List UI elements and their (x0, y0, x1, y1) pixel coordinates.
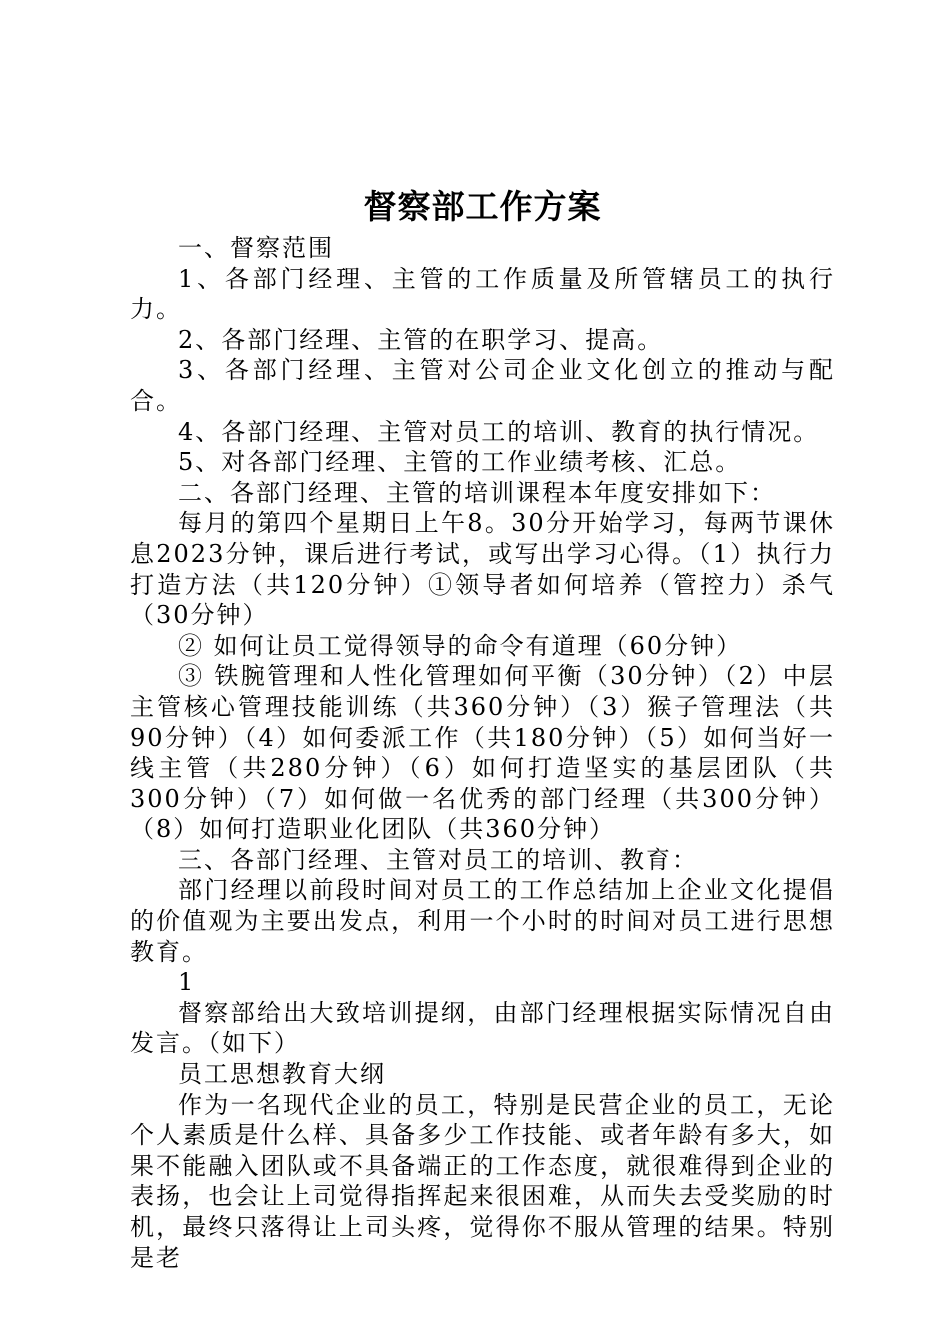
scope-item-1: 1、各部门经理、主管的工作质量及所管辖员工的执行力。 (130, 264, 835, 324)
section-heading-scope: 一、督察范围 (178, 234, 334, 262)
training-schedule-paragraph: 每月的第四个星期日上午8。30分开始学习，每两节课休息2023分钟，课后进行考试，或写出学习心得。（1）执行力打造方法（共120分钟）①领导者如何培养（管控力）杀气（30分钟） (130, 509, 835, 630)
outline-heading: 员工思想教育大纲 (178, 1060, 386, 1089)
page-number: 1 (178, 968, 196, 997)
scope-item-5: 5、对各部门经理、主管的工作业绩考核、汇总。 (178, 448, 742, 477)
training-item-3: ③ 铁腕管理和人性化管理如何平衡（30分钟）（2）中层主管核心管理技能训练（共360分钟）（3）猴子管理法（共90分钟）（4）如何委派工作（共180分钟）（5）如何当好一线主管（共280分钟）（6）如何打造坚实的基层团队（共300分钟）（7）如何做一名优秀的部门经理（共300分钟）（8）如何打造职业化团队（共360分钟） (130, 662, 835, 844)
training-item-2: ② 如何让员工觉得领导的命令有道理（60分钟） (178, 631, 743, 660)
scope-item-2: 2、各部门经理、主管的在职学习、提高。 (178, 325, 664, 354)
employee-education-paragraph: 部门经理以前段时间对员工的工作总结加上企业文化提倡的价值观为主要出发点，利用一个小时的时间对员工进行思想教育。 (130, 876, 835, 966)
document-page (130, 185, 835, 1273)
scope-item-4: 4、各部门经理、主管对员工的培训、教育的执行情况。 (178, 417, 820, 446)
outline-intro-paragraph: 督察部给出大致培训提纲，由部门经理根据实际情况自由发言。（如下） (130, 998, 835, 1058)
document-title: 督察部工作方案 (363, 187, 602, 226)
scope-item-3: 3、各部门经理、主管对公司企业文化创立的推动与配合。 (130, 356, 835, 415)
section-heading-employee-education: 三、各部门经理、主管对员工的培训、教育： (178, 845, 698, 874)
section-heading-training-schedule: 二、各部门经理、主管的培训课程本年度安排如下： (178, 478, 776, 507)
outline-body-paragraph: 作为一名现代企业的员工，特别是民营企业的员工，无论个人素质是什么样、具备多少工作技能、或者年龄有多大，如果不能融入团队或不具备端正的工作态度，就很难得到企业的表扬，也会让上司觉得指挥起来很困难，从而失去受奖励的时机，最终只落得让上司头疼，觉得你不服从管理的结果。特别是老 (130, 1090, 835, 1272)
